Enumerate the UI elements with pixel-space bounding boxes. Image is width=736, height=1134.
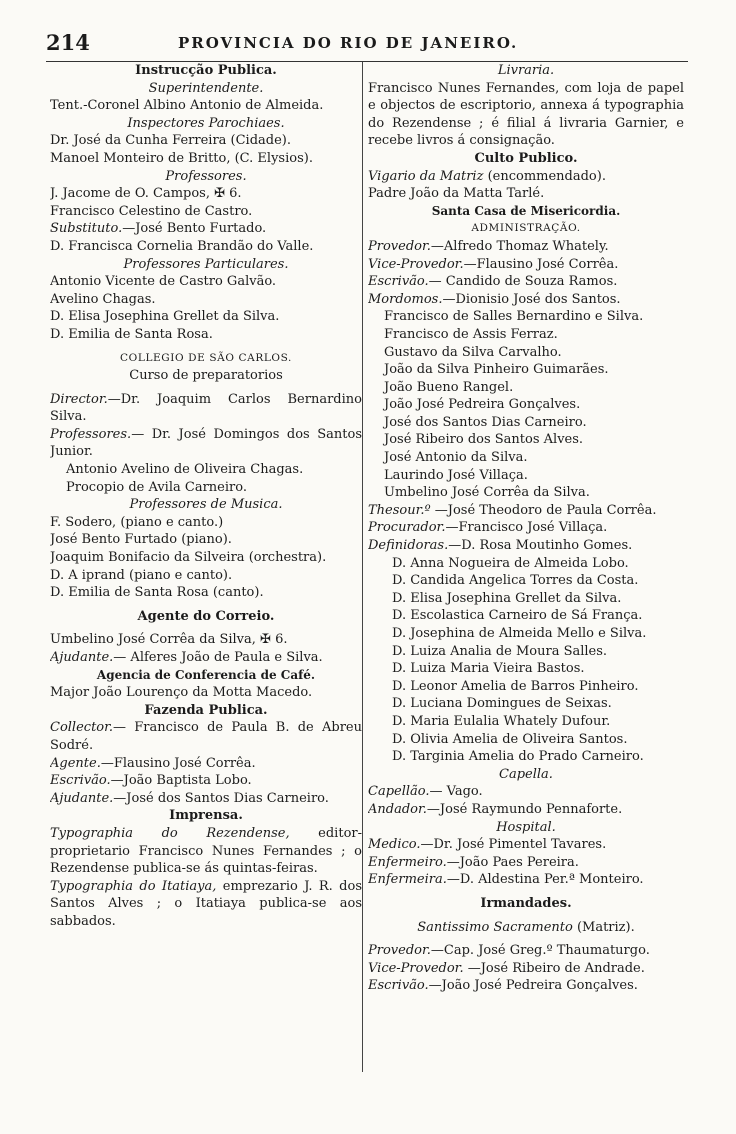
left-column — [50, 62, 362, 931]
section-heading: Imprensa. — [169, 808, 243, 824]
entry: D. Escolastica Carneiro de Sá França. — [392, 608, 643, 624]
entry: D. Elisa Josephina Grellet da Silva. — [392, 590, 622, 606]
entry: Tent.-Coronel Albino Antonio de Almeida. — [50, 98, 324, 114]
entry: Dr. José da Cunha Ferreira (Cidade). — [50, 133, 292, 149]
entry — [368, 168, 684, 186]
section-heading: Santa Casa de Misericordia. — [431, 203, 621, 218]
right-column — [368, 62, 684, 995]
page-number: 214 — [46, 30, 90, 55]
entry-label: Agente. — [50, 755, 101, 771]
sub-heading: Superintendente. — [148, 80, 264, 96]
entry — [50, 649, 362, 667]
entry — [50, 790, 362, 808]
entry-label: Andador. — [368, 801, 427, 817]
entry: Joaquim Bonifacio da Silveira (orchestra). — [50, 550, 327, 566]
entry — [50, 772, 362, 790]
entry — [368, 273, 684, 291]
entry-label: Medico. — [368, 837, 421, 853]
entry-label: Ajudante. — [50, 790, 114, 806]
entry-text: —José Ribeiro de Andrade. — [463, 960, 645, 976]
entry — [368, 238, 684, 256]
entry-label: Santissimo Sacramento — [417, 919, 573, 935]
sub-heading: Inspectores Parochiaes. — [127, 115, 285, 131]
sub-heading: Professores. — [165, 168, 247, 184]
entry: João José Pedreira Gonçalves. — [384, 397, 581, 413]
entry: D. Targinia Amelia do Prado Carneiro. — [392, 749, 644, 765]
sub-heading: Curso de preparatorios — [129, 368, 283, 384]
entry: Antonio Vicente de Castro Galvão. — [50, 274, 277, 290]
entry-text: —José Bento Furtado. — [122, 221, 267, 237]
entry-text: —João José Pedreira Gonçalves. — [428, 978, 638, 994]
paragraph — [50, 825, 362, 878]
entry: Antonio Avelino de Oliveira Chagas. — [66, 462, 304, 478]
entry-text: — Candido de Souza Ramos. — [428, 274, 618, 290]
entry-label: Escrivão. — [368, 274, 429, 290]
entry-label: Substituto. — [50, 221, 123, 237]
sub-heading: Professores de Musica. — [129, 497, 283, 513]
entry: Laurindo José Villaça. — [384, 467, 528, 483]
entry: D. Josephina de Almeida Mello e Silva. — [392, 626, 647, 641]
entry — [50, 220, 362, 238]
entry-text: —Dr. José Pimentel Tavares. — [420, 837, 607, 853]
entry — [50, 391, 362, 426]
entry-text: —Francisco José Villaça. — [445, 520, 608, 536]
entry: Francisco Celestino de Castro. — [50, 203, 253, 219]
entry-text: editor-proprietario Francisco Nunes Fernandes ; o Rezendense publica-se ás quintas-feiras. — [50, 825, 362, 877]
entry-label: Thesour.º — [368, 502, 431, 518]
entry: D. Candida Angelica Torres da Costa. — [392, 573, 639, 589]
sub-heading: Professores Particulares. — [123, 256, 289, 272]
entry: Manoel Monteiro de Britto, (C. Elysios). — [50, 150, 313, 166]
entry: Umbelino José Corrêa da Silva. — [384, 485, 590, 501]
entry-text: —Alfredo Thomaz Whately. — [430, 238, 609, 254]
entry: J. Jacome de O. Campos, ✠ 6. — [50, 186, 242, 202]
entry — [368, 783, 684, 801]
entry — [368, 871, 684, 889]
entry — [368, 801, 684, 819]
entry — [368, 854, 684, 872]
entry: José Ribeiro dos Santos Alves. — [384, 432, 584, 448]
entry — [368, 519, 684, 537]
entry-label: Procurador. — [368, 520, 446, 536]
entry — [368, 502, 684, 520]
entry: João Bueno Rangel. — [384, 379, 514, 395]
entry: D. Emilia de Santa Rosa. — [50, 326, 213, 342]
entry-label: Professores. — [50, 426, 132, 442]
entry: D. Emilia de Santa Rosa (canto). — [50, 585, 264, 601]
entry: João da Silva Pinheiro Guimarães. — [384, 362, 609, 378]
entry — [368, 960, 684, 978]
entry-text: —José dos Santos Dias Carneiro. — [113, 790, 329, 806]
section-heading: Culto Publico. — [474, 150, 578, 166]
entry: José Bento Furtado (piano). — [50, 532, 232, 548]
entry: José dos Santos Dias Carneiro. — [384, 414, 587, 430]
section-heading: Capella. — [499, 766, 553, 782]
entry-label: Provedor. — [368, 943, 431, 959]
entry-text: —José Theodoro de Paula Corrêa. — [430, 502, 657, 518]
entry-text: —D. Rosa Moutinho Gomes. — [448, 538, 633, 554]
entry-label: Typographia do Itatiaya, — [50, 878, 217, 894]
entry: Francisco de Assis Ferraz. — [384, 326, 558, 342]
paragraph — [50, 878, 362, 931]
entry-label: Ajudante. — [50, 650, 114, 665]
entry: D. Elisa Josephina Grellet da Silva. — [50, 309, 280, 325]
entry-label: Capellão. — [368, 784, 430, 800]
entry-label: Escrivão. — [368, 978, 429, 994]
entry-label: Provedor. — [368, 238, 431, 254]
running-title: PROVINCIA DO RIO DE JANEIRO. — [178, 34, 519, 52]
entry: Francisco de Salles Bernardino e Silva. — [384, 309, 644, 325]
entry: Gustavo da Silva Carvalho. — [384, 344, 562, 360]
section-heading: Instrucção Publica. — [135, 63, 277, 78]
entry-text: — Alferes João de Paula e Silva. — [113, 650, 323, 665]
section-heading: Agente do Correio. — [137, 608, 275, 624]
entry — [368, 942, 684, 960]
page-header — [46, 30, 686, 56]
section-heading: COLLEGIO DE SÃO CARLOS. — [120, 351, 292, 364]
entry-text: — Dr. José Domingos dos Santos Junior. — [50, 426, 362, 460]
entry: D. A iprand (piano e canto). — [50, 567, 233, 583]
entry: Umbelino José Corrêa da Silva, ✠ 6. — [50, 632, 288, 648]
entry: D. Anna Nogueira de Almeida Lobo. — [392, 555, 629, 571]
paragraph: Francisco Nunes Fernandes, com loja de papel e objectos de escriptorio, annexa á typographia do Rezendense ; é filial á livraria Garnier, e recebe livros á consignação. — [368, 80, 684, 149]
entry — [368, 977, 684, 995]
section-heading: Agencia de Conferencia de Café. — [96, 667, 316, 682]
sub-heading: ADMINISTRAÇÃO. — [471, 222, 581, 235]
entry-label: Definidoras. — [368, 538, 449, 554]
entry-label: Escrivão. — [50, 773, 111, 789]
section-heading: Hospital. — [496, 819, 556, 835]
entry-text: —Flausino José Corrêa. — [463, 256, 619, 272]
entry: D. Francisca Cornelia Brandão do Valle. — [50, 238, 314, 254]
entry-label: Enfermeira. — [368, 872, 447, 888]
entry — [368, 537, 684, 555]
sub-heading — [368, 919, 684, 937]
entry: D. Luiza Maria Vieira Bastos. — [392, 661, 585, 677]
entry — [50, 719, 362, 754]
entry-label: Vigario da Matriz — [368, 168, 484, 184]
entry-text: — Vago. — [429, 784, 483, 800]
entry-text: — Francisco de Paula B. de Abreu Sodré. — [50, 720, 362, 753]
entry-text: —Dionisio José dos Santos. — [442, 291, 621, 307]
entry-text: —José Raymundo Pennaforte. — [426, 801, 623, 817]
entry-label: Director. — [50, 391, 108, 407]
entry — [368, 836, 684, 854]
entry: Avelino Chagas. — [50, 291, 156, 307]
entry — [368, 291, 684, 309]
entry — [50, 426, 362, 461]
entry: D. Olivia Amelia de Oliveira Santos. — [392, 731, 628, 747]
section-heading: Fazenda Publica. — [144, 702, 268, 718]
section-heading: Irmandades. — [480, 895, 572, 911]
entry-label: Mordomos. — [368, 291, 443, 307]
entry: F. Sodero, (piano e canto.) — [50, 514, 224, 530]
entry: Major João Lourenço da Motta Macedo. — [50, 685, 313, 701]
entry-text: —João Baptista Lobo. — [110, 773, 252, 789]
entry-text: (Matriz). — [572, 919, 635, 935]
entry: D. Luiza Analia de Moura Salles. — [392, 643, 608, 659]
entry: D. Maria Eulalia Whately Dufour. — [392, 713, 611, 729]
entry: José Antonio da Silva. — [384, 450, 528, 466]
entry-label: Collector. — [50, 720, 114, 736]
entry: D. Leonor Amelia de Barros Pinheiro. — [392, 678, 639, 694]
entry-label: Enfermeiro. — [368, 854, 447, 870]
entry-text: —Cap. José Greg.º Thaumaturgo. — [430, 943, 650, 959]
entry-label: Typographia do Rezendense, — [50, 825, 290, 841]
section-heading: Livraria. — [497, 63, 555, 78]
entry-text: (encommendado). — [483, 168, 606, 184]
entry: D. Luciana Domingues de Seixas. — [392, 696, 612, 712]
entry-text: —Dr. Joaquim Carlos Bernardino Silva. — [50, 391, 362, 425]
entry — [368, 256, 684, 274]
entry-label: Vice-Provedor. — [368, 960, 464, 976]
entry: Padre João da Matta Tarlé. — [368, 186, 545, 202]
entry: Procopio de Avila Carneiro. — [66, 479, 247, 495]
entry-label: Vice-Provedor. — [368, 256, 464, 272]
entry-text: —D. Aldestina Per.ª Monteiro. — [446, 872, 644, 888]
entry-text: —Flausino José Corrêa. — [100, 755, 256, 771]
column-divider — [362, 62, 363, 1072]
entry-text: —João Paes Pereira. — [446, 854, 579, 870]
entry — [50, 755, 362, 773]
entry-text: emprezario J. R. dos Santos Alves ; o Itatiaya publica-se aos sabbados. — [50, 878, 362, 929]
